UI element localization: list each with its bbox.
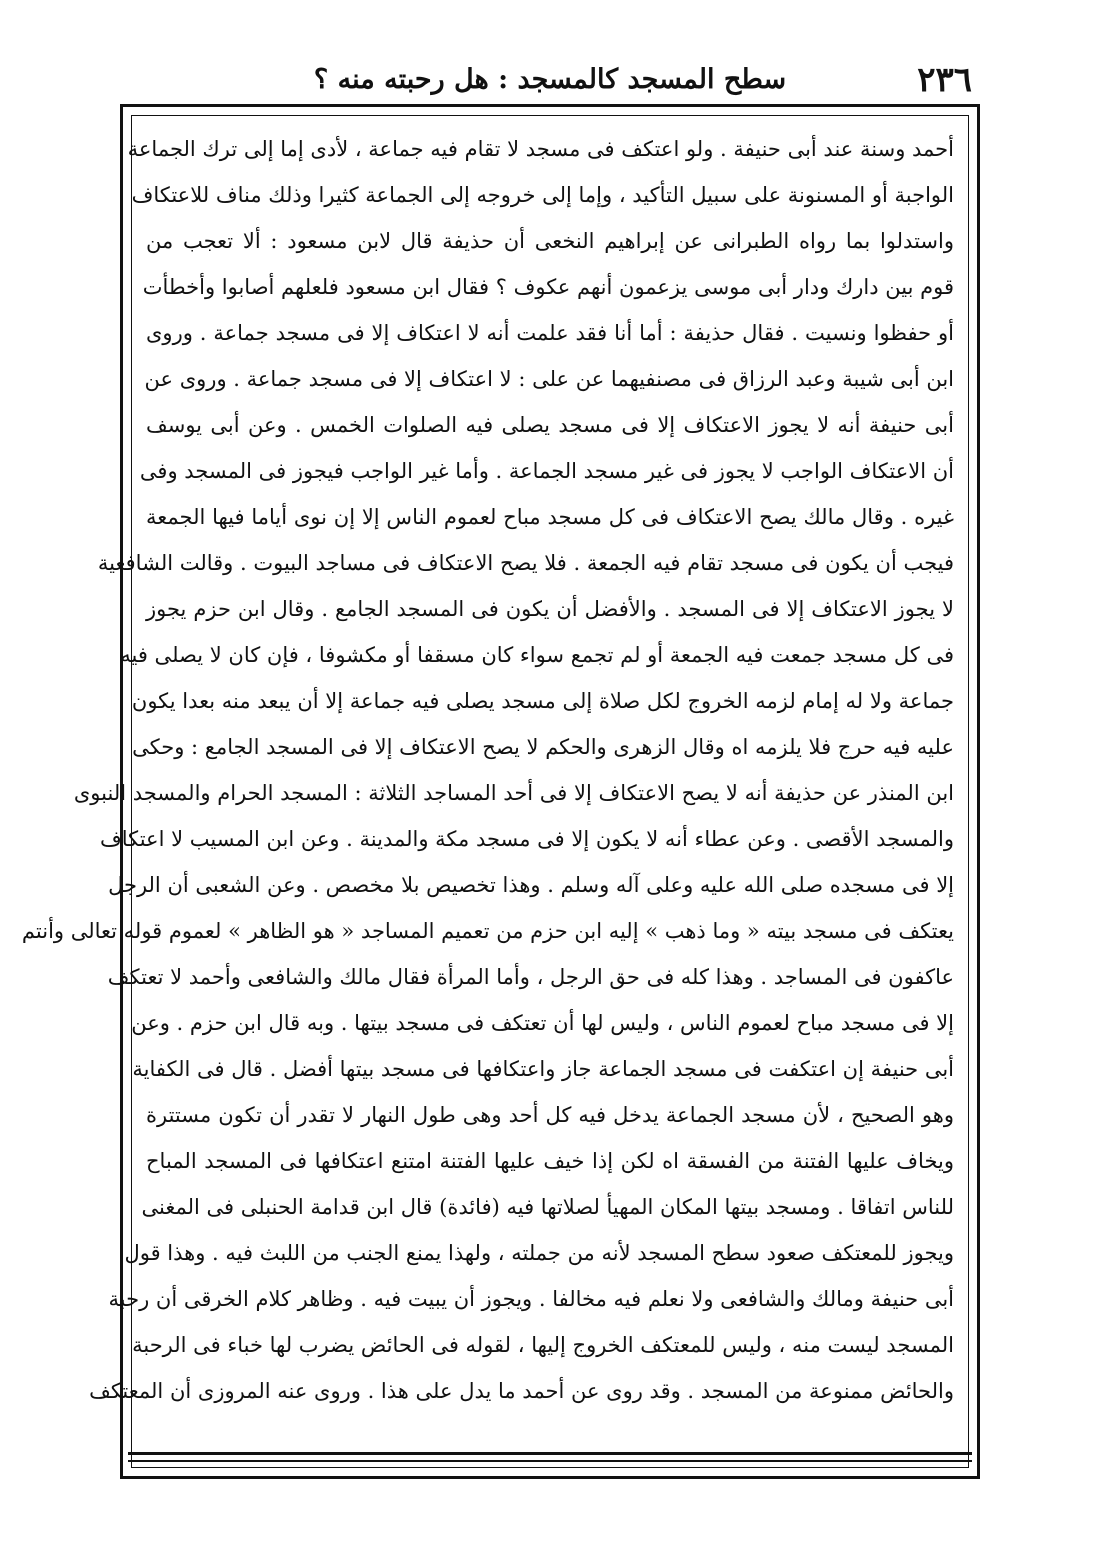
body-text: [21, 126, 954, 1414]
text-line: أبى حنيفة إن اعتكفت فى مسجد الجماعة جاز واعتكافها فى مسجد بيتها أفضل . قال فى الكفاية: [132, 1057, 954, 1081]
text-line: فى كل مسجد جمعت فيه الجمعة أو لم تجمع سواء كان مسقفا أو مكشوفا ، فإن كان لا يصلى فيه: [120, 643, 954, 667]
text-line: المسجد ليست منه ، وليس للمعتكف الخروج إليها ، لقوله فى الحائض يضرب لها خباء فى الرحبة: [132, 1333, 954, 1357]
text-line: والمسجد الأقصى . وعن عطاء أنه لا يكون إلا فى مسجد مكة والمدينة . وعن ابن المسيب لا اعتكاف: [99, 827, 954, 851]
page-header: [120, 54, 980, 104]
text-line: ويجوز للمعتكف صعود سطح المسجد لأنه من جملته ، ولهذا يمنع الجنب من اللبث فيه . وهذا قول: [124, 1241, 954, 1265]
text-line: والحائض ممنوعة من المسجد . وقد روى عن أحمد ما يدل على هذا . وروى عنه المروزى أن المعتكف: [89, 1379, 954, 1403]
text-line: فيجب أن يكون فى مسجد تقام فيه الجمعة . فلا يصح الاعتكاف فى مساجد البيوت . وقالت الشافعية: [97, 551, 954, 575]
text-line: عاكفون فى المساجد . وهذا كله فى حق الرجل ، وأما المرأة فقال مالك والشافعى وأحمد لا تعتكف: [107, 965, 954, 989]
footer-rule-thin: [128, 1460, 972, 1462]
text-line: أن الاعتكاف الواجب لا يجوز فى غير مسجد الجماعة . وأما غير الواجب فيجوز فى المسجد وفى: [139, 459, 954, 483]
text-line: لا يجوز الاعتكاف إلا فى المسجد . والأفضل أن يكون فى المسجد الجامع . وقال ابن حزم يجوز: [146, 597, 954, 621]
text-line: جماعة ولا له إمام لزمه الخروج لكل صلاة إلى مسجد يصلى فيه جماعة إلا أن يبعد منه بعدا يكون: [131, 689, 954, 713]
text-line: إلا فى مسجده صلى الله عليه وعلى آله وسلم . وهذا تخصيص بلا مخصص . وعن الشعبى أن الرجل: [108, 873, 954, 897]
running-title: سطح المسجد كالمسجد : هل رحبته منه ؟: [313, 64, 787, 95]
footer-rule: [128, 1452, 972, 1455]
text-line: واستدلوا بما رواه الطبرانى عن إبراهيم النخعى أن حذيفة قال لابن مسعود : ألا تعجب من: [146, 229, 954, 253]
text-line: ابن المنذر عن حذيفة أنه لا يصح الاعتكاف إلا فى أحد المساجد الثلاثة : المسجد الحرام والمسجد النبوى: [73, 781, 954, 805]
text-line: أبى حنيفة أنه لا يجوز الاعتكاف إلا فى مسجد يصلى فيه الصلوات الخمس . وعن أبى يوسف: [146, 413, 954, 437]
text-line: أحمد وسنة عند أبى حنيفة . ولو اعتكف فى مسجد لا تقام فيه جماعة ، لأدى إما إلى ترك الجماعة: [127, 137, 954, 161]
text-line: عليه فيه حرج فلا يلزمه اه وقال الزهرى والحكم لا يصح الاعتكاف إلا فى المسجد الجامع : وحكى: [132, 735, 954, 759]
text-line: وهو الصحيح ، لأن مسجد الجماعة يدخل فيه كل أحد وهى طول النهار لا تقدر أن تكون مستترة: [146, 1103, 954, 1127]
text-line: يعتكف فى مسجد بيته « وما ذهب » إليه ابن حزم من تعميم المساجد « هو الظاهر » لعموم قوله تعالى وأنتم: [21, 919, 954, 943]
page-number: ٢٣٦: [917, 60, 972, 100]
text-line: للناس اتفاقا . ومسجد بيتها المكان المهيأ لصلاتها فيه (فائدة) قال ابن قدامة الحنبلى فى المغنى: [141, 1195, 954, 1219]
text-line: ابن أبى شيبة وعبد الرزاق فى مصنفيهما عن على : لا اعتكاف إلا فى مسجد جماعة . وروى عن: [144, 367, 954, 391]
text-line: غيره . وقال مالك يصح الاعتكاف فى كل مسجد مباح لعموم الناس إلا إن نوى أياما فيها الجمعة: [146, 505, 954, 529]
text-line: أبى حنيفة ومالك والشافعى ولا نعلم فيه مخالفا . ويجوز أن يبيت فيه . وظاهر كلام الخرقى أن رحبة: [108, 1287, 954, 1311]
text-line: إلا فى مسجد مباح لعموم الناس ، وليس لها أن تعتكف فى مسجد بيتها . وبه قال ابن حزم . وعن: [131, 1011, 954, 1035]
text-line: ويخاف عليها الفتنة من الفسقة اه لكن إذا خيف عليها الفتنة امتنع اعتكافها فى المسجد المباح: [146, 1149, 954, 1173]
text-line: قوم بين دارك ودار أبى موسى يزعمون أنهم عكوف ؟ فقال ابن مسعود فلعلهم أصابوا وأخطأت: [142, 275, 954, 299]
text-line: الواجبة أو المسنونة على سبيل التأكيد ، وإما إلى خروجه إلى الجماعة كثيرا وذلك مناف للاعتكاف: [131, 183, 954, 207]
text-line: أو حفظوا ونسيت . فقال حذيفة : أما أنا فقد علمت أنه لا اعتكاف إلا فى مسجد جماعة . وروى: [146, 321, 954, 345]
